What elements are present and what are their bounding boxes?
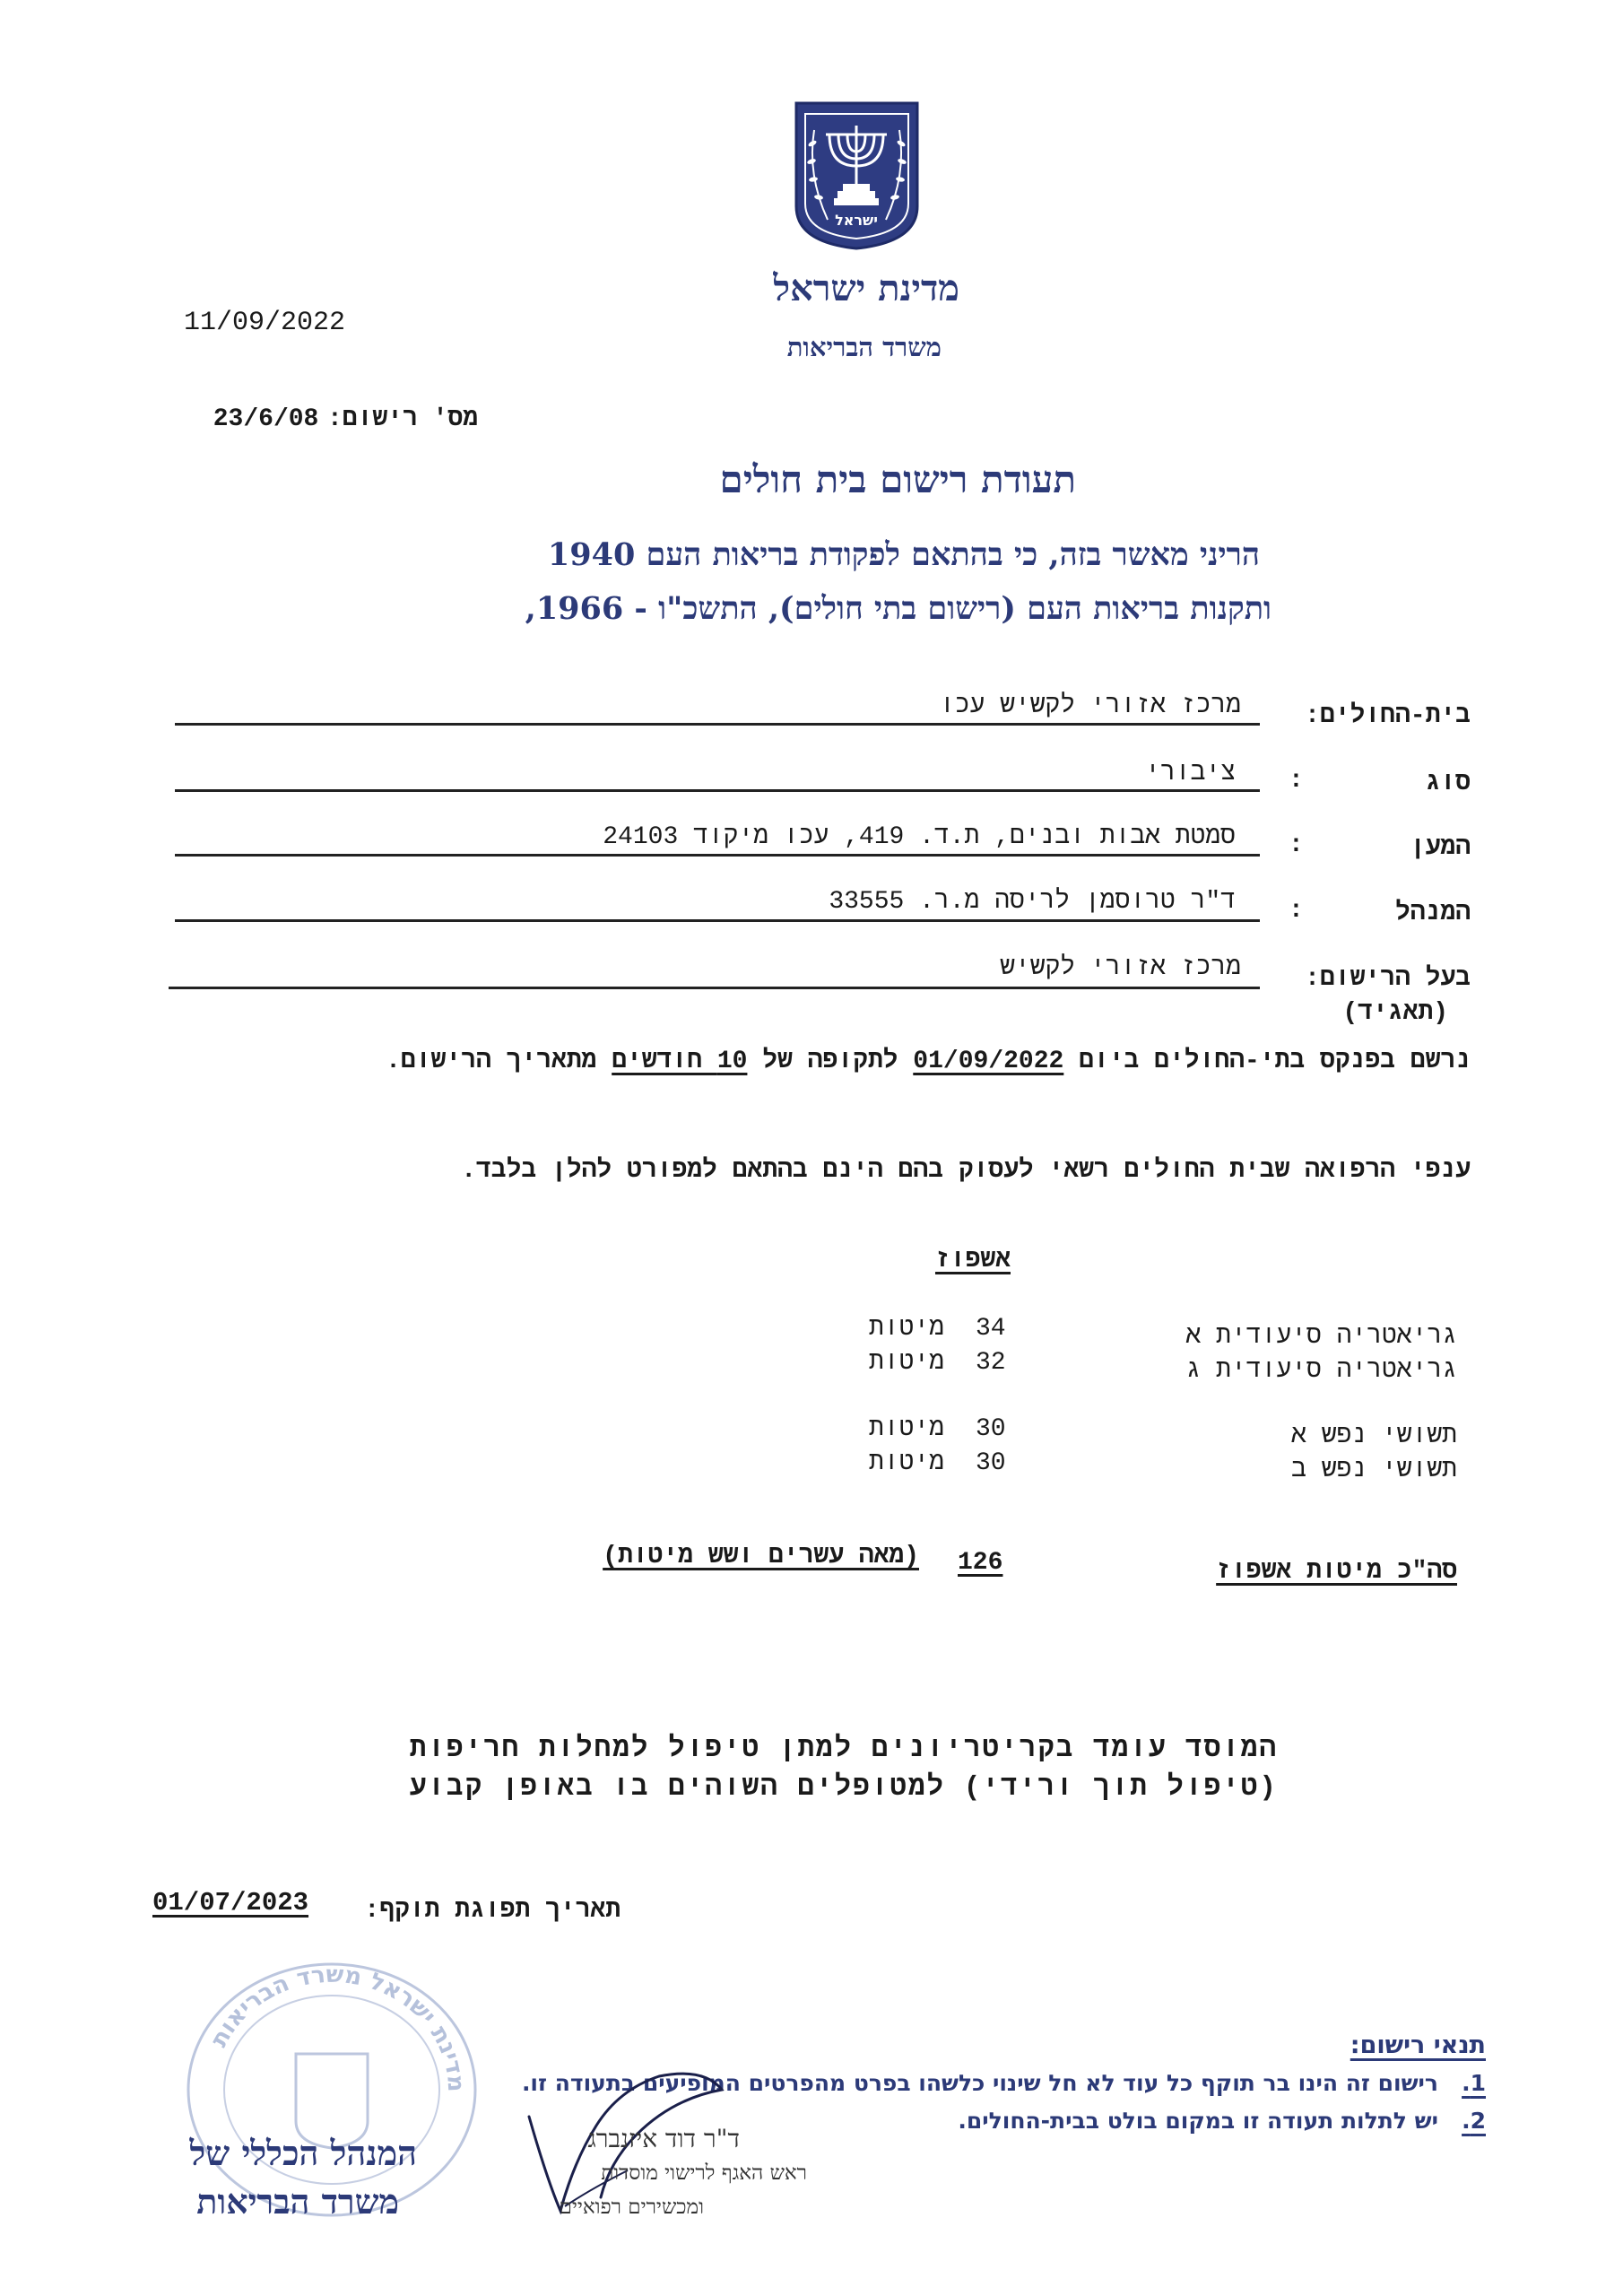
- svg-text:מדינת ישראל משרד הבריאות: [205, 1961, 469, 2092]
- ministry-name: משרד הבריאות: [786, 332, 942, 362]
- field-owner-label: בעל הרישום:: [1305, 965, 1471, 993]
- intro-line-2: ותקנות בריאות העם (רישום בתי חולים), התשכ"ו - 1966,: [525, 590, 1271, 627]
- conditions-title: תנאי רישום:: [1350, 2031, 1486, 2059]
- criteria-line-2: (טיפול תוך ורידי) למטופלים השוהים בו באופן קבוע: [409, 1772, 1278, 1804]
- registration-mid: לתקופה של: [762, 1048, 898, 1075]
- director-general-line-1: המנהל הכללי של: [189, 2133, 417, 2173]
- condition-number: 2.: [1462, 2108, 1486, 2134]
- field-address-colon: :: [1289, 831, 1304, 859]
- department-name: גריאטריה סיעודית א: [1185, 1323, 1457, 1351]
- department-beds-unit: מיטות: [868, 1349, 944, 1377]
- department-name: תשושי נפש א: [1291, 1422, 1457, 1450]
- department-beds-unit: מיטות: [868, 1449, 944, 1477]
- expiry-label: תאריך תפוגת תוקף:: [364, 1897, 621, 1925]
- total-beds-value: 126: [958, 1549, 1003, 1577]
- field-type-label: סוג: [1425, 770, 1471, 797]
- field-director-label: המנהל: [1394, 900, 1471, 927]
- director-general-line-2: משרד הבריאות: [196, 2181, 399, 2222]
- condition-item: [958, 2108, 1486, 2134]
- field-director-colon: :: [1289, 897, 1304, 925]
- field-hospital-label: בית-החולים:: [1305, 702, 1471, 730]
- signer-title-1: ראש האגף לרישוי מוסדות: [601, 2161, 807, 2185]
- field-owner-value: מרכז אזורי לקשיש: [1000, 954, 1241, 982]
- menorah-emblem-icon: [787, 94, 926, 251]
- field-owner-line: [169, 987, 1260, 989]
- condition-number: 1.: [1462, 2070, 1486, 2096]
- field-type-colon: :: [1289, 767, 1304, 795]
- field-address-line: [175, 854, 1260, 857]
- department-beds: 30: [976, 1449, 1006, 1477]
- criteria-line-1: המוסד עומד בקריטריונים למתן טיפול למחלות חריפות: [409, 1734, 1278, 1765]
- state-emblem: [787, 94, 926, 251]
- field-address-label: המען: [1410, 834, 1471, 862]
- department-name: גריאטריה סיעודית ג: [1185, 1357, 1457, 1385]
- department-beds: 32: [976, 1349, 1006, 1377]
- field-owner-sublabel: (תאגיד): [1342, 999, 1448, 1027]
- field-director-line: [175, 919, 1260, 922]
- total-beds-label: סה"כ מיטות אשפוז: [1216, 1558, 1457, 1586]
- intro-line-1: הריני מאשר בזה, כי בהתאם לפקודת בריאות העם 1940: [547, 536, 1260, 573]
- registration-number-value: 23/6/08: [213, 405, 319, 433]
- field-address-value: סמטת אבות ובנים, ת.ד. 419, עכו מיקוד 24103: [603, 823, 1236, 851]
- signer-title-2: ומכשירים רפואיים: [559, 2196, 704, 2219]
- field-type-line: [175, 789, 1260, 792]
- department-beds: 34: [976, 1315, 1006, 1343]
- department-beds-unit: מיטות: [868, 1415, 944, 1443]
- registration-number-label: מס' רישום:: [326, 405, 478, 433]
- field-hospital-line: [175, 723, 1260, 726]
- branches-intro: ענפי הרפואה שבית החולים רשאי לעסוק בהם הינם בהתאם למפורט להלן בלבד.: [461, 1157, 1471, 1185]
- issue-date: 11/09/2022: [184, 308, 346, 338]
- document-title: תעודת רישום בית חולים: [719, 457, 1076, 501]
- registration-sentence: [386, 1048, 1471, 1075]
- department-beds: 30: [976, 1415, 1006, 1443]
- field-director-value: ד"ר טרוסמן לריסה מ.ר. 33555: [829, 888, 1236, 916]
- emblem-caption: ישראל: [835, 212, 878, 229]
- registration-period: 10 חודשים: [612, 1048, 748, 1075]
- stamp-text: מדינת ישראל משרד הבריאות: [205, 1961, 470, 2093]
- condition-text: רישום זה הינו בר תוקף כל עוד לא חל שינוי כלשהו בפרט מהפרטים המופיעים בתעודה זו.: [521, 2070, 1438, 2096]
- expiry-date: 01/07/2023: [152, 1888, 309, 1918]
- department-name: תשושי נפש ב: [1291, 1457, 1457, 1484]
- department-beds-unit: מיטות: [868, 1315, 944, 1343]
- registration-prefix: נרשם בפנקס בתי-החולים ביום: [1079, 1048, 1471, 1075]
- registration-suffix: מתאריך הרישום.: [386, 1048, 597, 1075]
- total-beds-words: (מאה עשרים ושש מיטות): [603, 1543, 919, 1570]
- state-name: מדינת ישראל: [773, 267, 959, 309]
- condition-text: יש לתלות תעודה זו במקום בולט בבית-החולים.: [958, 2108, 1438, 2134]
- registration-date: 01/09/2022: [913, 1048, 1064, 1075]
- signer-name: ד"ר דוד איזנברג: [587, 2124, 740, 2153]
- field-hospital-value: מרכז אזורי לקשיש עכו: [939, 692, 1241, 720]
- registration-number: [213, 405, 478, 433]
- hospitalization-header: אשפוז: [934, 1247, 1011, 1274]
- field-type-value: ציבורי: [1145, 760, 1236, 787]
